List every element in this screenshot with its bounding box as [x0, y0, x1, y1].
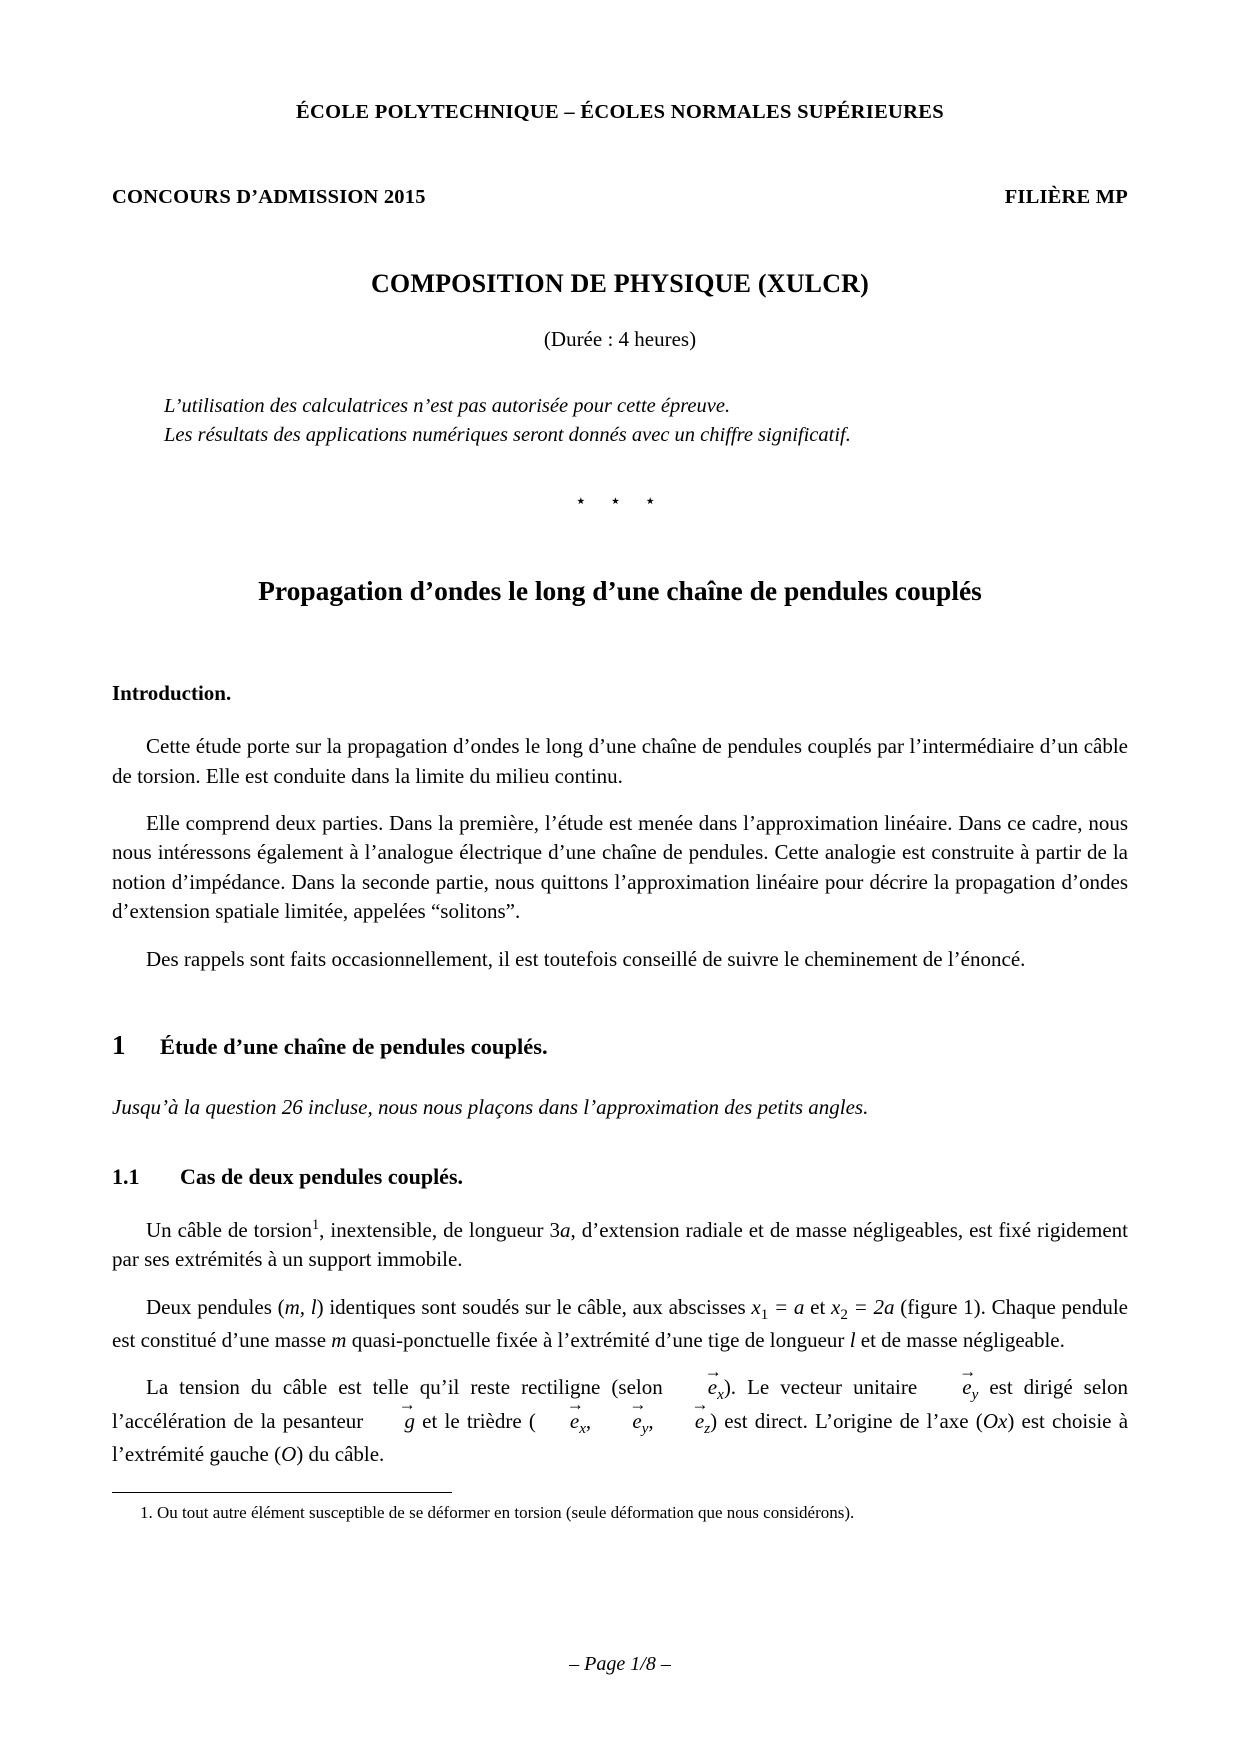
institution-header: ÉCOLE POLYTECHNIQUE – ÉCOLES NORMALES SUPÉRIEURES [296, 101, 944, 123]
p2-and: et [804, 1294, 832, 1319]
p3-text-e: ) est direct. L’origine de l’axe ( [710, 1408, 983, 1433]
p3-text-f: ) est choisie à l’extrémité gauche ( [112, 1408, 1129, 1467]
p3-ey-letter: e [962, 1375, 972, 1400]
introduction-heading: Introduction. [112, 681, 232, 706]
p2-eq-2: = 2a [847, 1294, 895, 1319]
p1-text-d: , d’extension radiale et de masse négligeables, est fixé rigidement par ses extrémités à un support immobile. [112, 1217, 1128, 1272]
p1-text-a: Un câble de torsion [146, 1217, 313, 1242]
notice-line-2: Les résultats des applications numériques seront donnés avec un chiffre significatif. [164, 424, 851, 447]
footnote-divider [112, 1492, 452, 1493]
p2-symbol-x2: x [831, 1294, 841, 1319]
body-paragraph-1 [112, 1216, 1128, 1275]
p1-text-b: , inextensible, de longueur 3 [319, 1217, 560, 1242]
notice-line-1: L’utilisation des calculatrices n’est pas autorisée pour cette épreuve. [164, 395, 731, 417]
page-title: Propagation d’ondes le long d’une chaîne de pendules couplés [258, 575, 982, 607]
p3-text-b: ). Le vecteur unitaire [723, 1375, 929, 1400]
p3-symbol-ox: Ox [982, 1408, 1008, 1433]
p3-ex-letter: e [707, 1375, 718, 1400]
p2-symbol-x1: x [751, 1294, 761, 1319]
vector-g [370, 1407, 415, 1436]
p3-ez-sub: z [704, 1421, 711, 1438]
footnote-1 [112, 1502, 1128, 1525]
introduction-paragraph-2: Elle comprend deux parties. Dans la première, l’étude est menée dans l’approximation linéaire. Dans ce cadre, nous nous intéressons également à l’analogue électrique d’une chaîne de pendules. Cette analogie est construite à partir de la notion d’impédance. Dans la seconde partie, nous quittons l’approximation linéaire pour décrire la propagation d’ondes d’extension spatiale limitée, appelées “solitons”. [112, 811, 1128, 924]
exam-track: FILIÈRE MP [1004, 186, 1128, 208]
p3-ey2-letter: e [632, 1408, 642, 1433]
footnote-1-text: Ou tout autre élément susceptible de se déformer en torsion (seule déformation que nous considérons). [157, 1502, 855, 1522]
p3-ex2-letter: e [569, 1408, 580, 1433]
p2-text-b: ) identiques sont soudés sur le câble, aux abscisses [316, 1294, 752, 1319]
section-1-note: Jusqu’à la question 26 incluse, nous nous plaçons dans l’approximation des petits angles. [112, 1094, 869, 1119]
p2-text-c: (figure 1). Chaque pendule est constitué d’une masse [112, 1294, 1128, 1353]
vector-ey-1 [928, 1373, 978, 1406]
p2-text-d: quasi-ponctuelle fixée à l’extrémité d’une tige de longueur [346, 1328, 850, 1353]
vector-ey-2 [598, 1407, 648, 1440]
p2-text-e: et de masse négligeable. [855, 1328, 1065, 1353]
subsection-1-1-heading [112, 1164, 1128, 1190]
subsection-1-1-label: Cas de deux pendules couplés. [180, 1163, 464, 1189]
footnote-marker-1: 1 [312, 1216, 320, 1233]
p2-sub-2: 2 [840, 1306, 848, 1323]
vector-ez [661, 1407, 710, 1440]
p3-text-c: est dirigé selon l’accélération de la pesanteur [112, 1375, 1129, 1433]
p1-symbol-a: a [559, 1217, 571, 1242]
p2-text-a: Deux pendules ( [146, 1294, 285, 1319]
body-paragraph-2 [112, 1293, 1128, 1356]
p3-ez-letter: e [694, 1408, 705, 1433]
section-1-label: Étude d’une chaîne de pendules couplés. [160, 1033, 548, 1059]
composition-title: COMPOSITION DE PHYSIQUE (XULCR) [370, 269, 870, 298]
exam-duration: (Durée : 4 heures) [543, 327, 697, 351]
p2-symbol-m: m [331, 1328, 347, 1353]
p3-text-g: ) du câble. [296, 1442, 385, 1467]
p3-ey-sub: y [971, 1387, 979, 1404]
p3-text-d: et le trièdre ( [414, 1408, 536, 1433]
introduction-paragraph-3: Des rappels sont faits occasionnellement, il est toutefois conseillé de suivre le cheminement de l’énoncé. [146, 946, 1026, 971]
section-1-number: 1 [112, 1029, 126, 1060]
exam-notice [164, 392, 1128, 450]
exam-session: CONCOURS D’ADMISSION 2015 [112, 186, 426, 208]
introduction-paragraph-1: Cette étude porte sur la propagation d’ondes le long d’une chaîne de pendules couplés par l’intermédiaire d’un câble de torsion. Elle est conduite dans la limite du milieu continu. [112, 734, 1128, 788]
footnote-1-marker: 1. [140, 1502, 153, 1522]
p3-ey2-sub: y [641, 1421, 649, 1438]
p2-symbols-ml: m, l [284, 1294, 317, 1319]
page-footer: – Page 1/8 – [569, 1653, 671, 1675]
p3-ex-sub: x [717, 1387, 724, 1404]
p3-symbol-o: O [281, 1442, 297, 1467]
p2-symbol-l: l [849, 1328, 856, 1353]
subsection-1-1-number: 1.1 [112, 1163, 140, 1189]
p3-ex2-sub: x [579, 1421, 586, 1438]
p3-text-a: La tension du câble est telle qu’il reste rectiligne (selon [146, 1375, 674, 1400]
p2-eq-1: = a [768, 1294, 805, 1319]
p2-sub-1: 1 [760, 1306, 769, 1323]
stars-separator: ⋆ ⋆ ⋆ [574, 491, 666, 513]
vector-ex-2 [536, 1407, 586, 1440]
exam-header-row [112, 186, 1128, 209]
section-1-heading [112, 1030, 1128, 1061]
body-paragraph-3: La tension du câble est telle qu’il reste rectiligne (selon $e_x$ →). Le vecteur unitaire $e_y$ → est dirigé selon l’accélération de la pesanteur g → et le trièdre ( $e_x$ →, $e_y$ →, $e_z$ →) est direct. L’origine de l’axe (Ox) est choisie à l’extrémité gauche (O) du câble. [112, 1373, 1128, 1469]
p3-g-letter: g [404, 1408, 415, 1433]
